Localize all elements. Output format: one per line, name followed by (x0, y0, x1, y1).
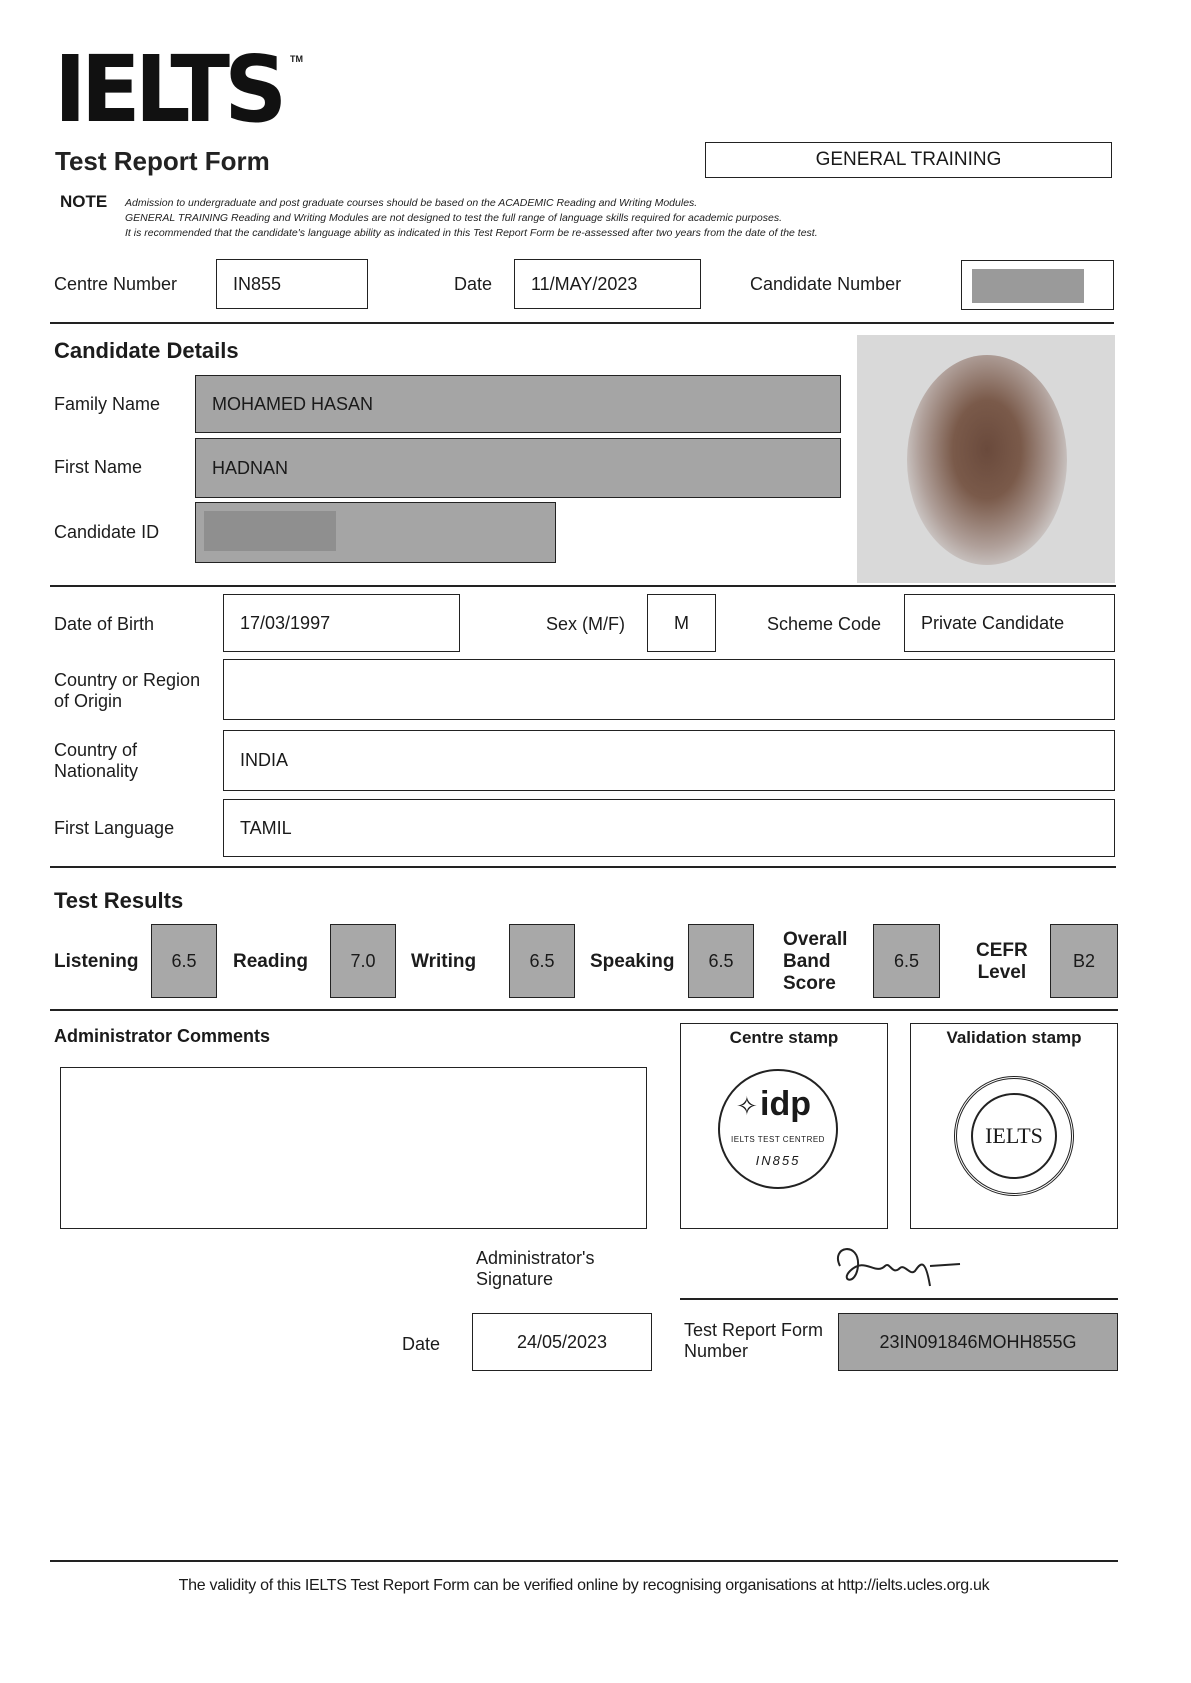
footer-divider (50, 1560, 1118, 1562)
module-box: GENERAL TRAINING (705, 142, 1112, 178)
sex-field: M (647, 594, 716, 652)
date-label: Date (454, 274, 493, 294)
overall-label-line: Score (783, 973, 836, 994)
reading-score: 7.0 (330, 924, 396, 998)
scheme-code-field: Private Candidate (904, 594, 1115, 652)
dob-label: Date of Birth (54, 614, 155, 634)
idp-stamp-subtext: IELTS TEST CENTRED (731, 1135, 825, 1144)
signature-label-line: Signature (476, 1269, 554, 1289)
validation-stamp-box (910, 1023, 1118, 1229)
admin-signature-label (476, 1248, 594, 1290)
candidate-photo (857, 335, 1115, 583)
signature-label-line: Administrator's (476, 1248, 595, 1268)
candidate-number-label: Candidate Number (750, 274, 902, 294)
logo-trademark: TM (290, 54, 303, 64)
admin-date-field: 24/05/2023 (472, 1313, 652, 1371)
nationality-label-line: Nationality (54, 761, 139, 781)
nationality-field: INDIA (223, 730, 1115, 791)
origin-field (223, 659, 1115, 720)
ielts-seal-text: IELTS (985, 1123, 1043, 1148)
divider (50, 866, 1116, 868)
nationality-label-line: Country of (54, 740, 138, 760)
divider (50, 1009, 1118, 1011)
trf-number-label (684, 1320, 823, 1362)
candidate-number-field (961, 260, 1114, 310)
divider (50, 585, 1116, 587)
cefr-level-label (976, 940, 1028, 984)
origin-label (54, 670, 200, 712)
signature-line (680, 1298, 1118, 1300)
overall-band-label (783, 929, 847, 995)
first-language-label: First Language (54, 818, 175, 838)
ielts-logo (54, 36, 282, 143)
candidate-id-label: Candidate ID (54, 522, 160, 542)
writing-score: 6.5 (509, 924, 575, 998)
centre-stamp-box (680, 1023, 888, 1229)
listening-label: Listening (54, 951, 139, 972)
writing-label: Writing (411, 951, 477, 972)
note-line: Admission to undergraduate and post graduate courses should be based on the ACADEMIC Reading and Writing Modules. (125, 197, 698, 209)
divider (50, 322, 1114, 324)
family-name-field: MOHAMED HASAN (195, 375, 841, 433)
admin-comments-box (60, 1067, 647, 1229)
trf-label-line: Number (684, 1341, 749, 1361)
note-label: NOTE (60, 192, 108, 211)
test-results-title: Test Results (54, 888, 184, 913)
trf-label-line: Test Report Form (684, 1320, 824, 1340)
origin-label-line: Country or Region (54, 670, 201, 690)
logo-text: IELTS (54, 36, 282, 143)
cefr-label-line: Level (977, 962, 1027, 983)
listening-score: 6.5 (151, 924, 217, 998)
origin-label-line: of Origin (54, 691, 123, 711)
first-name-field: HADNAN (195, 438, 841, 498)
note-text (125, 196, 1085, 241)
reading-label: Reading (233, 951, 308, 972)
overall-label-line: Overall (783, 929, 848, 950)
idp-stamp-code: IN855 (755, 1153, 801, 1168)
test-date-field: 11/MAY/2023 (514, 259, 701, 309)
nationality-label (54, 740, 138, 782)
overall-band-score: 6.5 (873, 924, 940, 998)
form-title: Test Report Form (55, 146, 270, 176)
first-language-field: TAMIL (223, 799, 1115, 857)
candidate-id-field (195, 502, 556, 563)
redaction-block (972, 269, 1084, 303)
idp-stamp (718, 1069, 838, 1189)
speaking-score: 6.5 (688, 924, 754, 998)
centre-stamp-label: Centre stamp (729, 1028, 839, 1047)
speaking-label: Speaking (590, 951, 675, 972)
dob-field: 17/03/1997 (223, 594, 460, 652)
admin-date-label: Date (402, 1334, 441, 1354)
idp-person-icon: ✧ (736, 1091, 758, 1121)
sex-label: Sex (M/F) (546, 614, 625, 634)
centre-number-field: IN855 (216, 259, 368, 309)
admin-comments-label: Administrator Comments (54, 1026, 271, 1046)
photo-blur (907, 355, 1067, 565)
family-name-label: Family Name (54, 394, 161, 414)
first-name-label: First Name (54, 457, 143, 477)
cefr-level-score: B2 (1050, 924, 1118, 998)
ielts-seal (954, 1076, 1074, 1196)
trf-number-field: 23IN091846MOHH855G (838, 1313, 1118, 1371)
centre-number-label: Centre Number (54, 274, 178, 294)
candidate-details-title: Candidate Details (54, 338, 239, 363)
scheme-code-label: Scheme Code (767, 614, 882, 634)
overall-label-line: Band (783, 951, 831, 972)
note-line: It is recommended that the candidate's language ability as indicated in this Test Report Form be re-assessed after two years from the date of the test. (125, 227, 818, 239)
idp-logo-text: idp (760, 1085, 811, 1123)
cefr-label-line: CEFR (976, 940, 1028, 961)
admin-signature (830, 1236, 970, 1296)
note-line: GENERAL TRAINING Reading and Writing Modules are not designed to test the full range of language skills required for academic purposes. (125, 212, 782, 224)
footer-verification-text: The validity of this IELTS Test Report Form can be verified online by recognising organisations at http://ielts.ucles.org.uk (178, 1577, 990, 1594)
redaction-block (204, 511, 336, 551)
validation-stamp-label: Validation stamp (946, 1028, 1082, 1047)
